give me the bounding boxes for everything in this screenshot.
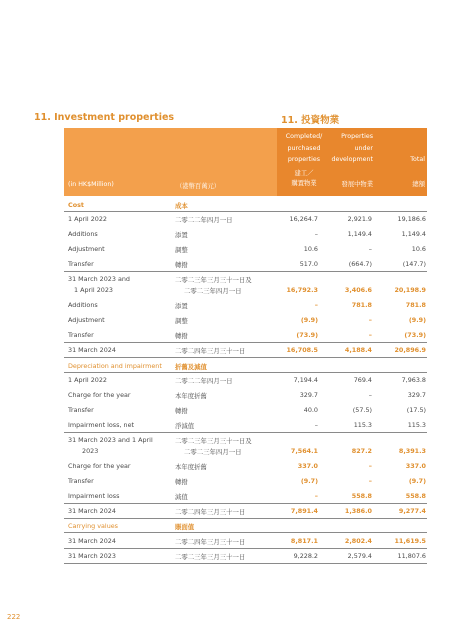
- row-label-zh: 轉撥: [175, 332, 188, 340]
- row-label-en: 31 March 2023 and 1 April: [68, 436, 153, 444]
- value-total: (17.5): [406, 406, 426, 414]
- value-development: –: [368, 477, 372, 485]
- value-total: (9.7): [408, 477, 426, 485]
- value-completed: (9.9): [300, 316, 318, 324]
- value-development: 115.3: [353, 421, 372, 429]
- value-development: –: [368, 391, 372, 399]
- value-completed: (9.7): [300, 477, 318, 485]
- row-label-zh: 二零二四年三月三十一日: [175, 347, 246, 355]
- value-development: 2,579.4: [347, 552, 372, 560]
- row-label-zh: 轉撥: [175, 407, 188, 415]
- row-label-en: 31 March 2024: [68, 537, 116, 545]
- row-label-zh: 二零二三年四月一日: [184, 448, 242, 456]
- value-completed: 16,708.5: [286, 346, 318, 354]
- value-total: 11,807.6: [397, 552, 426, 560]
- value-total: 19,186.6: [397, 215, 426, 223]
- row-label-en: 1 April 2022: [68, 376, 107, 384]
- value-development: 4,188.4: [344, 346, 372, 354]
- value-total: 7,963.8: [401, 376, 426, 384]
- section-title-zh: 11. 投資物業: [281, 115, 340, 126]
- row-label-zh: 二零二二年四月一日: [175, 377, 233, 385]
- row-divider: [64, 532, 427, 533]
- col3-header: Total: [410, 156, 425, 163]
- unit-label-zh: （港幣百萬元）: [176, 183, 221, 190]
- row-label-zh: 二零二三年三月三十一日及: [175, 437, 252, 445]
- row-label-zh: 二零二三年三月三十一日及: [175, 276, 252, 284]
- value-completed: 9,228.2: [293, 552, 318, 560]
- value-completed: 16,264.7: [289, 215, 318, 223]
- value-total: (73.9): [404, 331, 426, 339]
- row-label-zh: 淨減值: [175, 422, 195, 430]
- row-divider: [64, 372, 427, 373]
- value-total: (147.7): [402, 260, 426, 268]
- row-divider: [64, 211, 427, 212]
- row-label-zh: 二零二三年四月一日: [184, 287, 242, 295]
- row-label-zh: 本年度折舊: [175, 392, 207, 400]
- value-total: 8,391.3: [398, 447, 426, 455]
- value-completed: 517.0: [299, 260, 318, 268]
- col3-header-zh: 總額: [412, 181, 425, 188]
- row-divider: [64, 342, 427, 343]
- value-total: 337.0: [405, 462, 426, 470]
- col1-header: Completed/ purchased properties: [285, 133, 323, 163]
- value-total: 20,198.9: [394, 286, 426, 294]
- value-total: 9,277.4: [398, 507, 426, 515]
- row-label-zh: 調整: [175, 246, 188, 254]
- col2-header: Properties under development: [331, 133, 373, 163]
- value-completed: –: [314, 230, 318, 238]
- value-development: 781.8: [351, 301, 372, 309]
- row-label-en: Additions: [68, 301, 98, 309]
- row-label-en: Impairment loss, net: [68, 421, 135, 429]
- row-label-en: Impairment loss: [68, 492, 120, 500]
- value-development: (664.7): [348, 260, 372, 268]
- value-total: 115.3: [407, 421, 426, 429]
- row-label-zh: 二零二三年三月三十一日: [175, 553, 246, 561]
- value-development: 769.4: [353, 376, 372, 384]
- row-label-zh: 添置: [175, 231, 188, 239]
- col2-header-zh: 發展中物業: [341, 181, 373, 188]
- row-label-en: 1 April 2022: [68, 215, 107, 223]
- value-development: 2,921.9: [347, 215, 372, 223]
- section-heading-zh: 折舊及減值: [175, 363, 207, 371]
- row-label-zh: 二零二四年三月三十一日: [175, 508, 246, 516]
- value-completed: 329.7: [299, 391, 318, 399]
- value-completed: 40.0: [303, 406, 318, 414]
- value-completed: (73.9): [296, 331, 318, 339]
- value-completed: 8,817.1: [290, 537, 318, 545]
- row-label-en: 2023: [82, 447, 99, 455]
- row-label-en: Additions: [68, 230, 98, 238]
- row-label-en: Charge for the year: [68, 462, 131, 470]
- row-divider: [64, 271, 427, 272]
- value-development: 827.2: [351, 447, 372, 455]
- row-label-en: Charge for the year: [68, 391, 131, 399]
- value-total: (9.9): [408, 316, 426, 324]
- value-total: 1,149.4: [401, 230, 426, 238]
- row-label-en: 31 March 2024: [68, 346, 116, 354]
- row-divider: [64, 563, 427, 564]
- value-completed: 7,564.1: [290, 447, 318, 455]
- section-title-en: 11. Investment properties: [34, 112, 175, 123]
- row-label-zh: 添置: [175, 302, 188, 310]
- row-label-en: Adjustment: [68, 316, 105, 324]
- value-completed: 7,891.4: [290, 507, 318, 515]
- value-development: –: [368, 462, 372, 470]
- row-divider: [64, 503, 427, 504]
- value-development: 3,406.6: [344, 286, 372, 294]
- row-label-en: Adjustment: [68, 245, 105, 253]
- row-label-en: 1 April 2023: [74, 286, 113, 294]
- value-total: 10.6: [411, 245, 426, 253]
- section-heading-en: Carrying values: [68, 522, 119, 530]
- value-total: 781.8: [405, 301, 426, 309]
- value-total: 20,896.9: [394, 346, 426, 354]
- row-label-zh: 轉撥: [175, 261, 188, 269]
- value-completed: –: [314, 492, 318, 500]
- value-development: 1,149.4: [347, 230, 372, 238]
- row-label-en: Transfer: [68, 260, 94, 268]
- row-label-zh: 減值: [175, 493, 188, 501]
- value-completed: –: [314, 421, 318, 429]
- row-label-en: Transfer: [68, 331, 94, 339]
- value-development: –: [368, 331, 372, 339]
- value-total: 11,619.5: [394, 537, 426, 545]
- row-label-zh: 轉撥: [175, 478, 188, 486]
- section-heading-en: Cost: [68, 201, 84, 209]
- row-label-en: 31 March 2024: [68, 507, 116, 515]
- value-completed: 337.0: [297, 462, 318, 470]
- row-label-en: Transfer: [68, 477, 94, 485]
- value-development: 558.8: [351, 492, 372, 500]
- value-completed: 16,792.3: [286, 286, 318, 294]
- row-label-zh: 二零二四年三月三十一日: [175, 538, 246, 546]
- value-development: 2,802.4: [344, 537, 372, 545]
- unit-label-en: (in HK$Million): [68, 181, 114, 188]
- value-development: 1,386.0: [344, 507, 372, 515]
- value-completed: –: [314, 301, 318, 309]
- value-total: 329.7: [407, 391, 426, 399]
- value-development: (57.5): [352, 406, 372, 414]
- row-divider: [64, 357, 427, 358]
- value-total: 558.8: [405, 492, 426, 500]
- col1-header-zh: 建工／ 購置物業: [291, 170, 317, 187]
- section-heading-en: Depreciation and impairment: [68, 362, 162, 370]
- value-completed: 7,194.4: [293, 376, 318, 384]
- page-number: 222: [7, 613, 21, 621]
- row-divider: [64, 518, 427, 519]
- section-heading-zh: 賬面值: [175, 523, 195, 531]
- row-divider: [64, 432, 427, 433]
- row-divider: [64, 548, 427, 549]
- value-development: –: [368, 245, 372, 253]
- value-completed: 10.6: [303, 245, 318, 253]
- row-label-zh: 調整: [175, 317, 188, 325]
- row-label-en: 31 March 2023 and: [68, 275, 130, 283]
- row-label-zh: 二零二二年四月一日: [175, 216, 233, 224]
- section-heading-zh: 成本: [175, 202, 188, 210]
- value-development: –: [368, 316, 372, 324]
- row-label-zh: 本年度折舊: [175, 463, 207, 471]
- row-label-en: Transfer: [68, 406, 94, 414]
- row-label-en: 31 March 2023: [68, 552, 116, 560]
